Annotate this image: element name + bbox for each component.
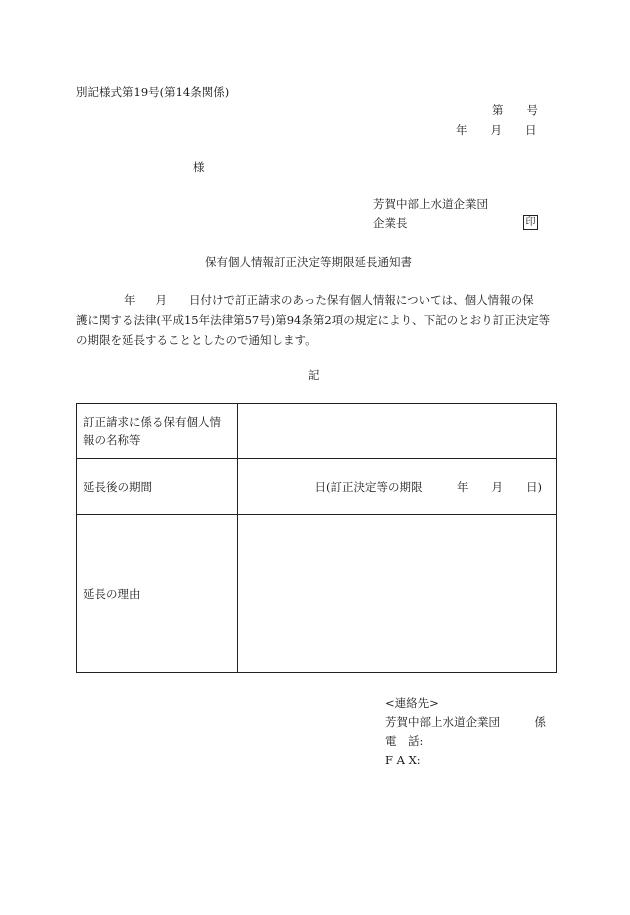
extended-period-label: 延長後の期間 <box>77 459 238 515</box>
body-year: 年 <box>124 293 136 307</box>
contact-block <box>385 694 546 770</box>
contact-phone: 電 話: <box>385 734 424 748</box>
details-table <box>76 403 557 673</box>
table-row-info-name <box>77 404 557 459</box>
body-line-3: の期限を延長することとしたので通知します。 <box>76 333 317 347</box>
contact-heading: <連絡先> <box>385 696 439 710</box>
table-row-extended-period <box>77 459 557 515</box>
body-line-2: 護に関する法律(平成15年法律第57号)第94条第2項の規定により、下記のとおり訂正決定等 <box>76 313 551 327</box>
body-month: 月 <box>155 293 167 307</box>
body-line-1 <box>76 290 558 310</box>
document-number: 第 号 <box>492 103 538 117</box>
seal-mark: 印 <box>523 215 538 230</box>
addressee-suffix: 様 <box>193 160 205 174</box>
extended-period-value: 日(訂正決定等の期限 年 月 日) <box>238 459 557 515</box>
info-name-label: 訂正請求に係る保有個人情報の名称等 <box>77 404 238 459</box>
document-date: 年 月 日 <box>456 123 537 137</box>
body-paragraph <box>76 290 558 350</box>
contact-fax: F A X: <box>385 753 421 767</box>
document-title: 保有個人情報訂正決定等期限延長通知書 <box>205 255 412 269</box>
form-label: 別記様式第19号(第14条関係) <box>76 85 230 99</box>
table-row-extension-reason <box>77 515 557 673</box>
contact-organization: 芳賀中部上水道企業団 係 <box>385 715 546 729</box>
ki-heading: 記 <box>308 368 320 382</box>
info-name-value <box>238 404 557 459</box>
extension-reason-value <box>238 515 557 673</box>
sender-organization: 芳賀中部上水道企業団 <box>373 197 488 211</box>
sender-title: 企業長 <box>373 216 408 230</box>
extension-reason-label: 延長の理由 <box>77 515 238 673</box>
body-line1-text: 日付けで訂正請求のあった保有個人情報については、個人情報の保 <box>189 293 534 307</box>
